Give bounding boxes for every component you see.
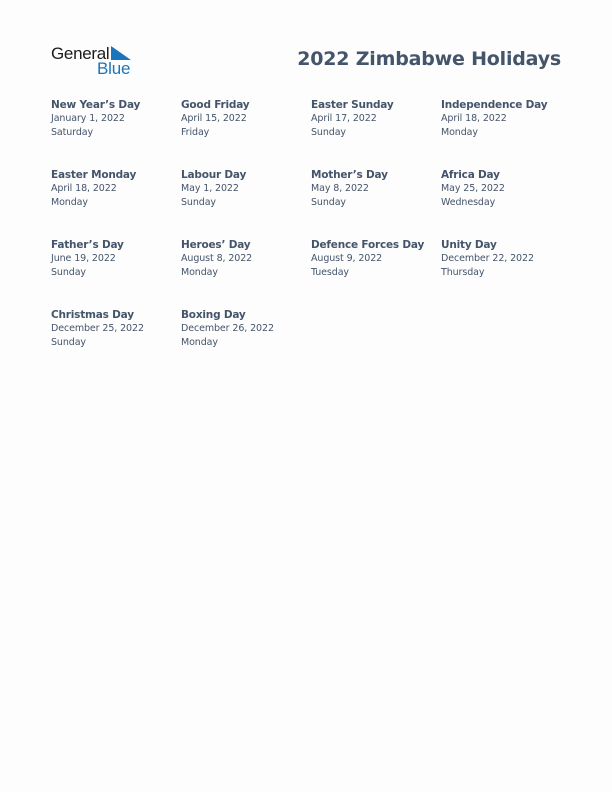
holiday-weekday: Sunday <box>51 336 86 348</box>
page-title: 2022 Zimbabwe Holidays <box>297 48 561 70</box>
holiday-entry <box>181 308 311 378</box>
holiday-date: April 15, 2022 <box>181 113 247 124</box>
holiday-entry <box>441 98 571 168</box>
holiday-name: Labour Day <box>181 169 247 181</box>
holiday-name: Easter Monday <box>51 169 137 181</box>
logo-text-general: General <box>51 44 110 63</box>
holiday-weekday: Friday <box>181 126 210 138</box>
holiday-entry <box>51 168 181 238</box>
holiday-weekday: Monday <box>181 336 218 348</box>
holiday-entry <box>311 98 441 168</box>
holiday-date: December 26, 2022 <box>181 323 274 334</box>
holiday-grid <box>51 98 571 378</box>
holiday-weekday: Wednesday <box>441 196 496 208</box>
holiday-entry <box>311 168 441 238</box>
holiday-entry <box>181 98 311 168</box>
holiday-weekday: Sunday <box>311 196 346 208</box>
holiday-entry <box>51 238 181 308</box>
holiday-weekday: Sunday <box>181 196 216 208</box>
holiday-name: Good Friday <box>181 99 250 111</box>
logo <box>51 44 135 78</box>
holiday-entry <box>181 168 311 238</box>
holiday-name: Easter Sunday <box>311 99 394 111</box>
holiday-date: April 17, 2022 <box>311 113 377 124</box>
holiday-weekday: Monday <box>441 126 478 138</box>
holiday-entry <box>51 308 181 378</box>
holiday-weekday: Tuesday <box>311 266 349 278</box>
holiday-name: Father’s Day <box>51 239 124 251</box>
holiday-entry <box>51 98 181 168</box>
logo-text-blue: Blue <box>97 59 131 78</box>
holiday-date: December 25, 2022 <box>51 323 144 334</box>
holiday-name: Mother’s Day <box>311 169 388 181</box>
holiday-weekday: Monday <box>181 266 218 278</box>
holiday-date: May 8, 2022 <box>311 183 369 194</box>
holiday-name: Heroes’ Day <box>181 239 251 251</box>
holiday-entry <box>441 238 571 308</box>
holiday-entry <box>181 238 311 308</box>
holiday-name: Defence Forces Day <box>311 239 425 251</box>
holiday-name: Christmas Day <box>51 309 134 321</box>
holiday-name: New Year’s Day <box>51 99 141 111</box>
holiday-date: May 25, 2022 <box>441 183 505 194</box>
holiday-date: August 9, 2022 <box>311 253 383 264</box>
holiday-name: Boxing Day <box>181 309 246 321</box>
holiday-date: January 1, 2022 <box>51 113 125 124</box>
holiday-entry <box>311 238 441 308</box>
holiday-weekday: Sunday <box>51 266 86 278</box>
holiday-weekday: Sunday <box>311 126 346 138</box>
holiday-date: May 1, 2022 <box>181 183 239 194</box>
holiday-name: Unity Day <box>441 239 497 251</box>
holiday-name: Africa Day <box>441 169 500 181</box>
holiday-weekday: Saturday <box>51 126 94 138</box>
holiday-entry <box>441 168 571 238</box>
holiday-weekday: Monday <box>51 196 88 208</box>
holiday-name: Independence Day <box>441 99 548 111</box>
holiday-date: April 18, 2022 <box>51 183 117 194</box>
holiday-date: August 8, 2022 <box>181 253 253 264</box>
holiday-date: December 22, 2022 <box>441 253 534 264</box>
holiday-weekday: Thursday <box>441 266 485 278</box>
holiday-date: April 18, 2022 <box>441 113 507 124</box>
holiday-date: June 19, 2022 <box>51 253 116 264</box>
triangle-flag-icon <box>111 46 131 60</box>
